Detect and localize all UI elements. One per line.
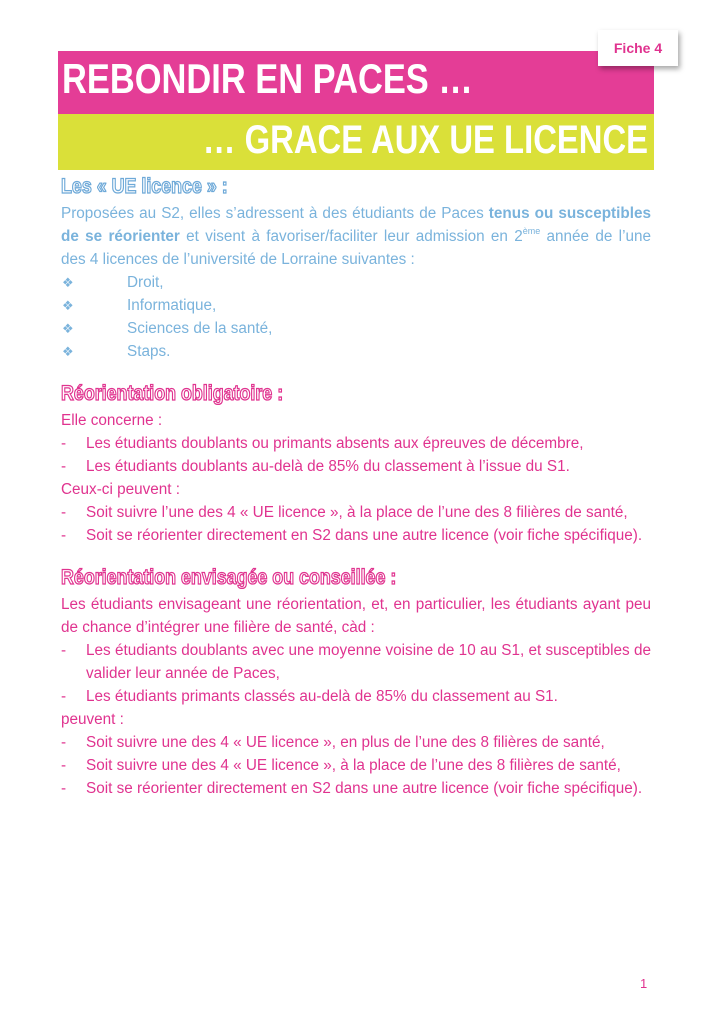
list-item-text: Soit se réorienter directement en S2 dans une autre licence (voir fiche spécifique). [86, 527, 643, 544]
dash-bullet: - [61, 458, 67, 475]
list-item-text: Soit suivre l’une des 4 « UE licence », à la place de l’une des 8 filières de santé, [86, 504, 628, 521]
list-item [61, 754, 651, 777]
section-obligatoire-lead: Elle concerne : [61, 412, 163, 429]
dash-bullet: - [61, 527, 67, 544]
section-envisagee-body [61, 593, 651, 800]
list-item [61, 271, 651, 294]
section-envisagee-title: Réorientation envisagée ou conseillée : [61, 566, 397, 589]
licence-list [61, 271, 651, 363]
title-line-2: … GRACE AUX UE LICENCE [202, 118, 648, 162]
list-item [61, 639, 651, 685]
dash-bullet: - [61, 688, 67, 705]
section-ue-licence-intro [61, 202, 651, 271]
list-item-label: Staps. [127, 343, 171, 360]
section-ue-licence-title: Les « UE licence » : [61, 175, 228, 198]
section-envisagee-lead: Les étudiants envisageant une réorientation, et, en particulier, les étudiants ayant peu de chance d’intégrer une filière de santé, càd : [61, 596, 651, 636]
list-item [61, 777, 651, 800]
list-item-text: Les étudiants primants classés au-delà de 85% du classement au S1. [86, 688, 558, 705]
list-item-text: Soit suivre une des 4 « UE licence », à la place de l’une des 8 filières de santé, [86, 757, 621, 774]
list-item [61, 501, 651, 524]
intro-superscript: ème [522, 226, 541, 236]
dash-bullet: - [61, 504, 67, 521]
title-banner-yellow [58, 114, 654, 170]
list-item-text: Les étudiants doublants ou primants absents aux épreuves de décembre, [86, 435, 584, 452]
fiche-tag: Fiche 4 [598, 30, 678, 66]
list-item [61, 317, 651, 340]
list-item [61, 432, 651, 455]
dash-bullet: - [61, 642, 67, 659]
intro-text-c: année de l’une des 4 licences de l’université de Lorraine suivantes : [61, 228, 651, 268]
section-envisagee-lead2: peuvent : [61, 711, 124, 728]
intro-text-b: et visent à favoriser/faciliter leur admission en 2 [179, 228, 523, 245]
list-item-label: Sciences de la santé, [127, 320, 273, 337]
dash-bullet: - [61, 435, 67, 452]
diamond-bullet-icon: ❖ [62, 344, 74, 359]
list-item-text: Soit suivre une des 4 « UE licence », en plus de l’une des 8 filières de santé, [86, 734, 605, 751]
dash-bullet: - [61, 780, 67, 797]
diamond-bullet-icon: ❖ [62, 298, 74, 313]
list-item-text: Les étudiants doublants au-delà de 85% du classement à l’issue du S1. [86, 458, 570, 475]
list-item [61, 294, 651, 317]
title-banner-pink [58, 51, 654, 114]
dash-bullet: - [61, 734, 67, 751]
list-item [61, 455, 651, 478]
section-obligatoire-lead2: Ceux-ci peuvent : [61, 481, 181, 498]
title-line-1: REBONDIR EN PACES … [62, 55, 473, 102]
list-item [61, 340, 651, 363]
intro-text-bold: tenus ou susceptibles de se réorienter [61, 205, 651, 245]
list-item-label: Droit, [127, 274, 164, 291]
list-item-text: Les étudiants doublants avec une moyenne voisine de 10 au S1, et susceptibles de valider leur année de Paces, [86, 642, 651, 682]
list-item [61, 685, 651, 708]
list-item [61, 731, 651, 754]
list-item [61, 524, 651, 547]
section-obligatoire-body [61, 409, 651, 547]
list-item-label: Informatique, [127, 297, 217, 314]
dash-bullet: - [61, 757, 67, 774]
diamond-bullet-icon: ❖ [62, 275, 74, 290]
page-number: 1 [640, 976, 648, 991]
list-item-text: Soit se réorienter directement en S2 dans une autre licence (voir fiche spécifique). [86, 780, 643, 797]
section-obligatoire-title: Réorientation obligatoire : [61, 382, 284, 405]
diamond-bullet-icon: ❖ [62, 321, 74, 336]
intro-text-a: Proposées au S2, elles s’adressent à des étudiants de Paces [61, 205, 489, 222]
document-body [61, 172, 651, 800]
